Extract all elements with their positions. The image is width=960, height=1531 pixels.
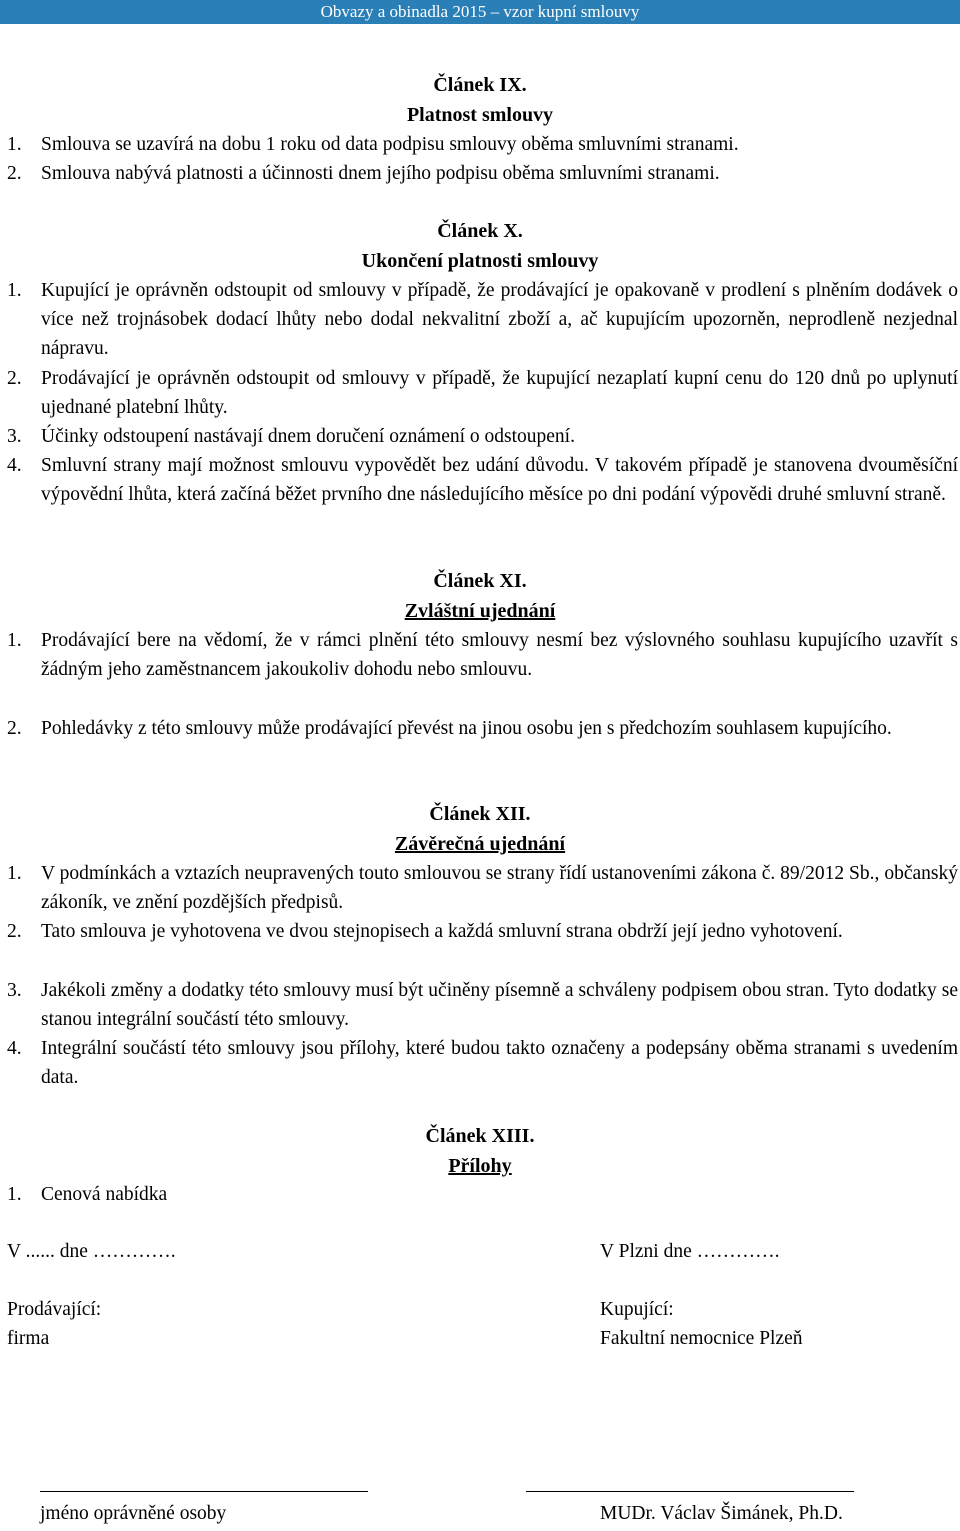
item-text: Smluvní strany mají možnost smlouvu vypovědět bez udání důvodu. V takovém případě je stanovena dvouměsíční výpovědní lhůta, která začíná běžet prvního dne následujícího měsíce po dni podání výpovědi druhé smluvní straně. xyxy=(41,455,958,505)
article-13-subtitle: Přílohy xyxy=(448,1155,512,1177)
item-text: Cenová nabídka xyxy=(41,1184,168,1205)
item-text: Pohledávky z této smlouvy může prodávající převést na jinou osobu jen s předchozím souhlasem kupujícího. xyxy=(41,718,892,739)
item-number: 1. xyxy=(7,863,22,884)
item-number: 4. xyxy=(7,455,22,476)
item-text: Jakékoli změny a dodatky této smlouvy musí být učiněny písemně a schváleny podpisem obou stran. Tyto dodatky se stanou integrální součástí této smlouvy. xyxy=(41,980,958,1030)
item-number: 1. xyxy=(7,134,22,155)
seller-signature-label: jméno oprávněné osoby xyxy=(40,1503,227,1524)
right-place-date: V Plzni dne …………. xyxy=(600,1241,780,1262)
article-11-subtitle: Zvláštní ujednání xyxy=(404,600,556,622)
left-place-date: V ...... dne …………. xyxy=(7,1241,176,1262)
item-text: Kupující je oprávněn odstoupit od smlouvy v případě, že prodávající je opakovaně v prodlení s plněním dodávek o více než trojnásobek dodací lhůty nebo dodal nekvalitní zboží a, ač kupujícím upozorněn, neprodleně nezjednal nápravu. xyxy=(41,280,958,359)
article-9-item-1 xyxy=(7,130,958,159)
article-9-item-2 xyxy=(7,159,958,188)
item-number: 1. xyxy=(7,630,22,651)
document-header xyxy=(0,0,960,24)
article-10-item-1 xyxy=(7,276,958,363)
item-text: Prodávající bere na vědomí, že v rámci plnění této smlouvy nesmí bez výslovného souhlasu kupujícího uzavřít s žádným jeho zaměstnancem jakoukoliv dohodu nebo smlouvu. xyxy=(41,630,958,680)
item-number: 2. xyxy=(7,368,22,389)
header-title: Obvazy a obinadla 2015 – vzor kupní smlouvy xyxy=(320,2,640,21)
item-text: Prodávající je oprávněn odstoupit od smlouvy v případě, že kupující nezaplatí kupní cenu do 120 dnů po uplynutí ujednané platební lhůty. xyxy=(41,368,958,418)
article-12-item-4 xyxy=(7,1034,958,1092)
item-number: 1. xyxy=(7,1184,22,1205)
article-10-item-3 xyxy=(7,422,958,451)
item-number: 2. xyxy=(7,718,22,739)
item-number: 1. xyxy=(7,280,22,301)
item-number: 3. xyxy=(7,426,22,447)
article-11-item-2 xyxy=(7,714,958,743)
article-9-subtitle: Platnost smlouvy xyxy=(406,104,554,126)
item-number: 3. xyxy=(7,980,22,1001)
item-text: Účinky odstoupení nastávají dnem doručení oznámení o odstoupení. xyxy=(41,426,575,447)
buyer-label: Kupující: xyxy=(600,1299,674,1320)
article-10-item-2 xyxy=(7,364,958,422)
item-number: 4. xyxy=(7,1038,22,1059)
article-10-title: Článek X. xyxy=(437,220,523,242)
article-11-item-1 xyxy=(7,626,958,684)
seller-signature-line xyxy=(40,1491,368,1492)
article-9-title: Článek IX. xyxy=(433,74,527,96)
article-13-title: Článek XIII. xyxy=(425,1125,535,1147)
item-number: 2. xyxy=(7,163,22,184)
article-10-subtitle: Ukončení platnosti smlouvy xyxy=(361,250,599,272)
item-text: Tato smlouva je vyhotovena ve dvou stejnopisech a každá smluvní strana obdrží její jedno vyhotovení. xyxy=(41,921,843,942)
item-text: Smlouva se uzavírá na dobu 1 roku od data podpisu smlouvy oběma smluvními stranami. xyxy=(41,134,739,155)
article-12-title: Článek XII. xyxy=(429,803,531,825)
article-12-item-1 xyxy=(7,859,958,917)
item-number: 2. xyxy=(7,921,22,942)
buyer-name: Fakultní nemocnice Plzeň xyxy=(600,1328,803,1349)
buyer-signature-line xyxy=(526,1491,854,1492)
seller-name: firma xyxy=(7,1328,50,1349)
item-text: Smlouva nabývá platnosti a účinnosti dnem jejího podpisu oběma smluvními stranami. xyxy=(41,163,720,184)
article-10-item-4 xyxy=(7,451,958,509)
article-11-title: Článek XI. xyxy=(433,570,527,592)
item-text: Integrální součástí této smlouvy jsou přílohy, které budou takto označeny a podepsány oběma stranami s uvedením data. xyxy=(41,1038,958,1088)
article-12-item-3 xyxy=(7,976,958,1034)
article-12-subtitle: Závěrečná ujednání xyxy=(394,833,566,855)
buyer-signature-label: MUDr. Václav Šimánek, Ph.D. xyxy=(600,1503,843,1524)
seller-label: Prodávající: xyxy=(7,1299,102,1320)
item-text: V podmínkách a vztazích neupravených touto smlouvou se strany řídí ustanoveními zákona č. 89/2012 Sb., občanský zákoník, ve znění pozdějších předpisů. xyxy=(41,863,958,913)
article-13-item-1 xyxy=(7,1180,958,1209)
article-12-item-2 xyxy=(7,917,958,946)
